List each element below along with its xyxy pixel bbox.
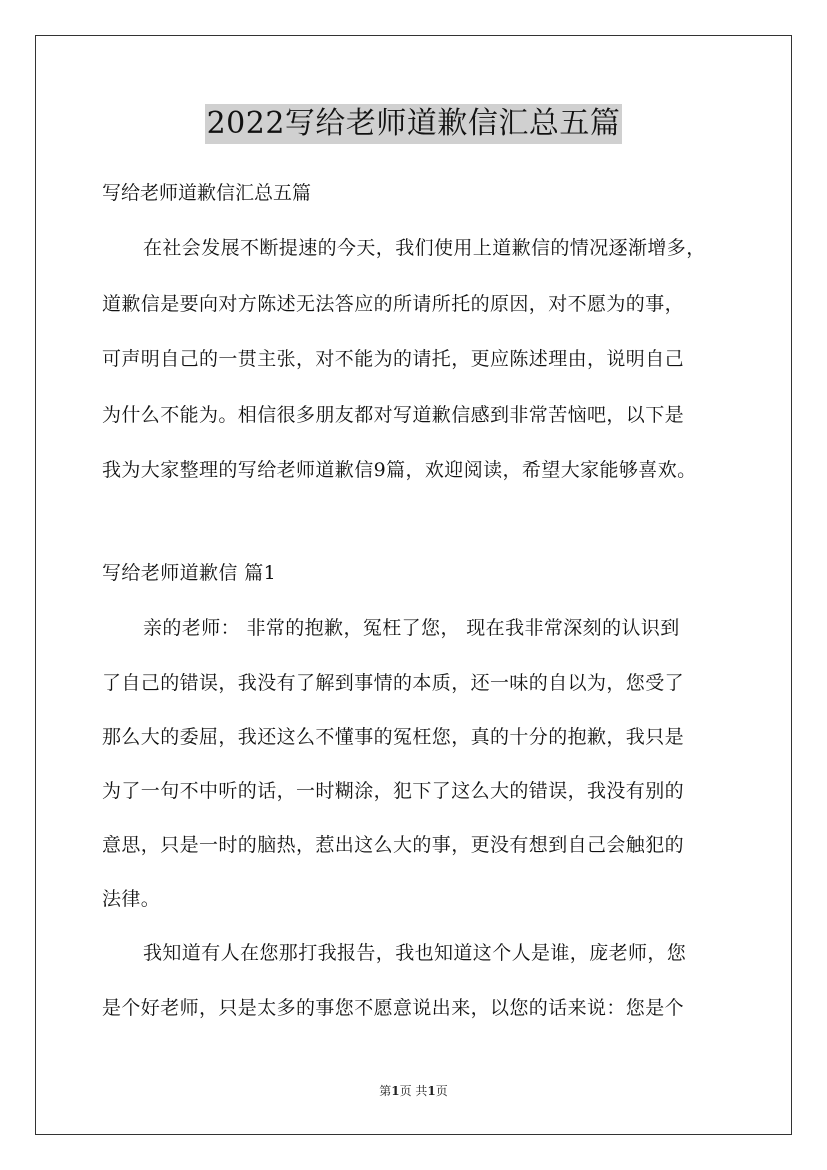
intro-line-5: 我为大家整理的写给老师道歉信9篇，欢迎阅读，希望大家能够喜欢。 — [102, 459, 697, 481]
footer-prefix: 第 — [379, 1084, 392, 1098]
footer-total-pages: 1 — [427, 1084, 436, 1098]
intro-line-2: 道歉信是要向对方陈述无法答应的所请所托的原因，对不愿为的事， — [102, 293, 685, 315]
para1-line-3: 那么大的委屈，我还这么不懂事的冤枉您，真的十分的抱歉，我只是 — [102, 726, 685, 748]
title-wrap — [0, 104, 827, 144]
para1-line-2: 了自己的错误，我没有了解到事情的本质，还一味的自以为，您受了 — [102, 672, 685, 694]
page-footer — [0, 1083, 827, 1099]
intro-line-3: 可声明自己的一贯主张，对不能为的请托，更应陈述理由，说明自己 — [102, 348, 685, 370]
intro-line-1: 在社会发展不断提速的今天，我们使用上道歉信的情况逐渐增多， — [143, 237, 706, 259]
document-title: 2022写给老师道歉信汇总五篇 — [205, 104, 623, 144]
para2-line-2: 是个好老师，只是太多的事您不愿意说出来，以您的话来说：您是个 — [102, 997, 685, 1019]
para1-line-1: 亲的老师： 非常的抱歉，冤枉了您， 现在我非常深刻的认识到 — [143, 617, 680, 639]
para1-line-5: 意思，只是一时的脑热，惹出这么大的事，更没有想到自己会触犯的 — [102, 834, 685, 856]
para1-line-6: 法律。 — [102, 888, 161, 910]
intro-line-4: 为什么不能为。相信很多朋友都对写道歉信感到非常苦恼吧，以下是 — [102, 404, 685, 426]
footer-suffix: 页 — [435, 1084, 448, 1098]
footer-page-number: 1 — [391, 1084, 400, 1098]
footer-mid: 页 共 — [399, 1084, 428, 1098]
para2-line-1: 我知道有人在您那打我报告，我也知道这个人是谁，庞老师，您 — [143, 942, 687, 964]
document-subtitle: 写给老师道歉信汇总五篇 — [102, 182, 312, 204]
section-heading: 写给老师道歉信 篇1 — [102, 562, 277, 584]
para1-line-4: 为了一句不中听的话，一时糊涂，犯下了这么大的错误，我没有别的 — [102, 780, 685, 802]
